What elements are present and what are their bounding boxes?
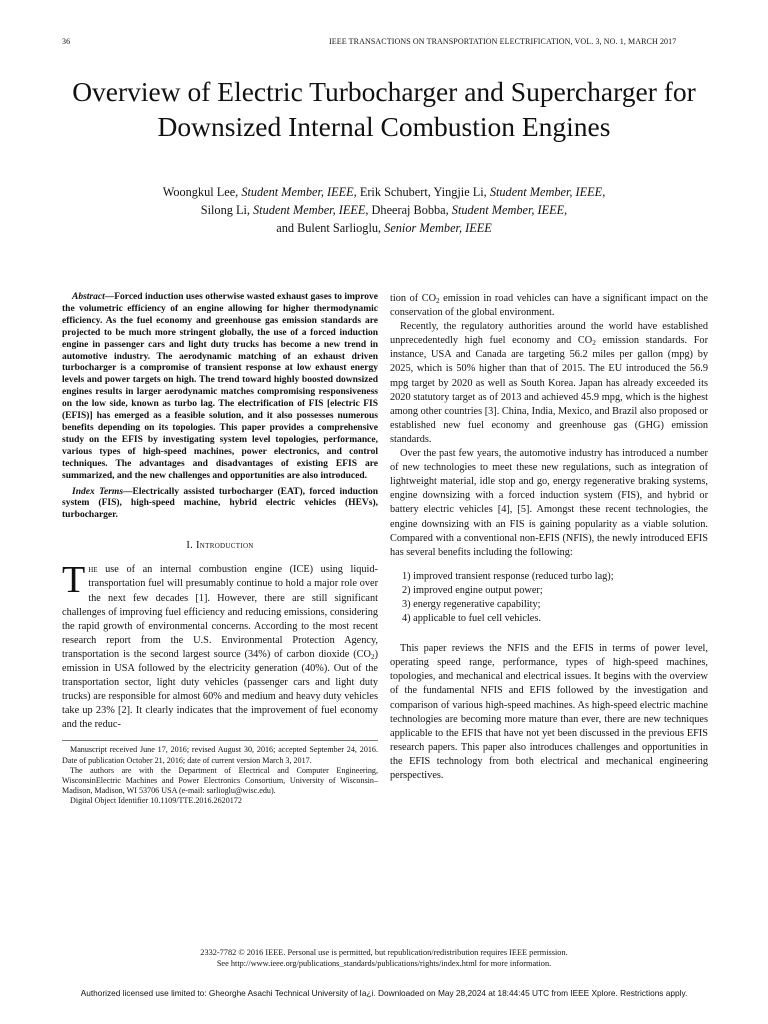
copyright-notice bbox=[60, 947, 708, 969]
paragraph-text: use of an internal combustion engine (ICE) using liquid-transportation fuel will presumably continue to hold a major role over the next few decades [1]. However, there are still significant challenges of improving fuel efficiency and reducing emissions, considering the rapid growth of environmental concerns. According to the most recent research report from the U.S. Environmental Protection Agency, transportation is the second largest source (34%) of carbon dioxide (CO bbox=[62, 564, 378, 660]
footnote-doi: Digital Object Identifier 10.1109/TTE.2016.2620172 bbox=[70, 796, 242, 806]
drop-cap: T bbox=[62, 559, 86, 602]
author-names: and Bulent Sarlioglu, bbox=[276, 221, 382, 235]
copyright-line: See http://www.ieee.org/publications_standards/publications/rights/index.html for more information. bbox=[216, 959, 552, 968]
section-name: Introduction bbox=[196, 540, 254, 552]
journal-header: IEEE TRANSACTIONS ON TRANSPORTATION ELECTRIFICATION, VOL. 3, NO. 1, MARCH 2017 bbox=[329, 37, 677, 46]
paragraph-text: ) emission in USA followed by the electricity generation (40%). Out of the transportation sector, light duty vehicles (passenger cars and light duty trucks) are responsible for almost 60% and medium and heavy duty vehicles take up 23% [2]. It clearly indicates that the improvement of fuel economy and the reduc- bbox=[62, 648, 378, 731]
subscript: 2 bbox=[592, 339, 596, 348]
author-sep: , bbox=[602, 185, 606, 199]
page-number: 36 bbox=[62, 37, 71, 46]
paper-title: Overview of Electric Turbocharger and Supercharger for Downsized Internal Combustion Engines bbox=[72, 76, 696, 142]
list-item: 1) improved transient response (reduced turbo lag); bbox=[402, 570, 614, 582]
author-names: Woongkul Lee, bbox=[162, 185, 239, 199]
author-line-2 bbox=[60, 201, 708, 219]
section-numeral: I. bbox=[186, 540, 196, 552]
author-names: Silong Li, bbox=[200, 203, 250, 217]
index-terms-text: —Electrically assisted turbocharger (EAT), forced induction system (FIS), high-speed machine, hybrid electric vehicles (HEVs), turbocharger. bbox=[62, 486, 378, 521]
author-list bbox=[60, 183, 708, 237]
intro-paragraph-1-continued bbox=[390, 292, 708, 320]
paragraph-text: Recently, the regulatory authorities around the world have established unprecedentedly high fuel economy and CO bbox=[390, 321, 708, 347]
paragraph-text: emission standards. For instance, USA and Canada are targeting 56.2 miles per gallon (mpg) by 2025, which is 50% higher than that of 2015. The EU introduced the 56.9 mpg target by 2020 as well as South Korea. Japan has already exceeded its 2020 statutory target as of 2013 and achieved 45.9 mpg, which is the highest among other countries [3]. China, India, Mexico, and Brazil also proposed or established new fuel economy and greenhouse gas (GHG) emission standards. bbox=[390, 335, 708, 445]
author-sep: , bbox=[564, 203, 568, 217]
list-item: 4) applicable to fuel cell vehicles. bbox=[402, 613, 541, 625]
intro-paragraph-3: Over the past few years, the automotive industry has introduced a number of new technologies to meet these new regulations, such as integration of lightweight material, idle stop and go, energy regenerative braking systems, engine downsizing with a forced induction system (FIS), and hybrid or battery electric vehicles [4], [5]. Amongst these recent technologies, the engine downsizing with an FIS is gaining popularity as a viable solution. Compared with a conventional non-EFIS (NFIS), the newly introduced EFIS has several benefits including the following: bbox=[390, 448, 708, 558]
intro-paragraph-1 bbox=[62, 559, 378, 732]
author-role: Student Member, IEEE bbox=[241, 185, 354, 199]
benefits-list bbox=[390, 570, 708, 626]
list-item: 3) energy regenerative capability; bbox=[402, 598, 541, 610]
copyright-line: 2332-7782 © 2016 IEEE. Personal use is permitted, but republication/redistribution requires IEEE permission. bbox=[200, 948, 568, 957]
subscript: 2 bbox=[436, 297, 440, 305]
author-line-3 bbox=[60, 219, 708, 237]
abstract-text: —Forced induction uses otherwise wasted exhaust gases to improve the volumetric efficiency of an engine allowing for higher thermodynamic efficiency. As the fuel economy and greenhouse gas emission standards are projected to be much more stringent globally, the use of a forced induction engine in passenger cars and light duty trucks has become a new trend in automotive industry. The aerodynamic matching of an exhaust driven turbocharger is a compromise of transient response at low exhaust energy levels and power targets on high. The trend toward highly boosted downsized engines results in larger aerodynamic matches compromising responsiveness on the low side, known as turbo lag. The electrification of FIS [electric FIS (EFIS)] has emerged as a feasible solution, and it also possesses numerous benefits depending on its topologies. This paper provides a comprehensive study on the EFIS by investigating system level topologies, performance, various types of high-speed machines, power electronics, and control techniques. The advantages and disadvantages of existing EFIS are summarized, and the new challenges and opportunities are also introduced. bbox=[62, 292, 378, 481]
drop-cap-rest: he bbox=[88, 564, 98, 576]
footnote-received: Manuscript received June 17, 2016; revised August 30, 2016; accepted September 24, 2016. Date of publication October 21, 2016; date of current version March 3, 2017. bbox=[62, 745, 378, 765]
footnote-affiliation: The authors are with the Department of Electrical and Computer Engineering, WisconsinElectric Machines and Power Electronics Consortium, University of Wisconsin–Madison, Madison, WI 53706 USA (e-mail: sarlioglu@wisc.edu). bbox=[62, 765, 378, 796]
right-column bbox=[390, 292, 708, 783]
subscript: 2 bbox=[370, 652, 375, 661]
paragraph-text: tion of CO bbox=[390, 293, 437, 304]
author-role: Student Member, IEEE bbox=[451, 203, 565, 217]
author-names: , Erik Schubert, Yingjie Li, bbox=[353, 185, 487, 199]
intro-paragraph-4: This paper reviews the NFIS and the EFIS in terms of power level, operating speed range, performance, types of high-speed machines, topologies, and mechanical and electrical issues. It begins with the overview of the fundamental NFIS and EFIS followed by the investigation and comparison of various high-speed machines. As high-speed electric machine technologies are becoming more mature than ever, there are new techniques applicable to the EFIS that have not yet been discussed in the previous EFIS research papers. This paper also introduces challenges and opportunities in the EFIS technology from both electrical and mechanical engineering perspectives. bbox=[390, 643, 708, 781]
author-line-1 bbox=[60, 183, 708, 201]
intro-paragraph-2 bbox=[390, 320, 708, 447]
section-heading-introduction bbox=[62, 539, 378, 553]
abstract-label: Abstract bbox=[72, 292, 105, 302]
left-column bbox=[62, 292, 378, 807]
author-role: Student Member, IEEE bbox=[253, 203, 366, 217]
list-item: 2) improved engine output power; bbox=[402, 584, 543, 596]
index-terms-label: Index Terms bbox=[72, 486, 124, 497]
author-names: , Dheeraj Bobba, bbox=[365, 203, 449, 217]
author-role: Student Member, IEEE bbox=[489, 185, 603, 199]
abstract bbox=[62, 292, 378, 483]
paragraph-text: emission in road vehicles can have a significant impact on the conservation of the global environment. bbox=[390, 293, 708, 319]
author-role: Senior Member, IEEE bbox=[384, 221, 492, 235]
footnotes bbox=[62, 740, 378, 806]
index-terms bbox=[62, 487, 378, 523]
download-notice: Authorized licensed use limited to: Gheorghe Asachi Technical University of Ia¿i. Downloaded on May 28,2024 at 18:44:45 UTC from IEEE Xplore. Restrictions apply. bbox=[80, 988, 688, 998]
